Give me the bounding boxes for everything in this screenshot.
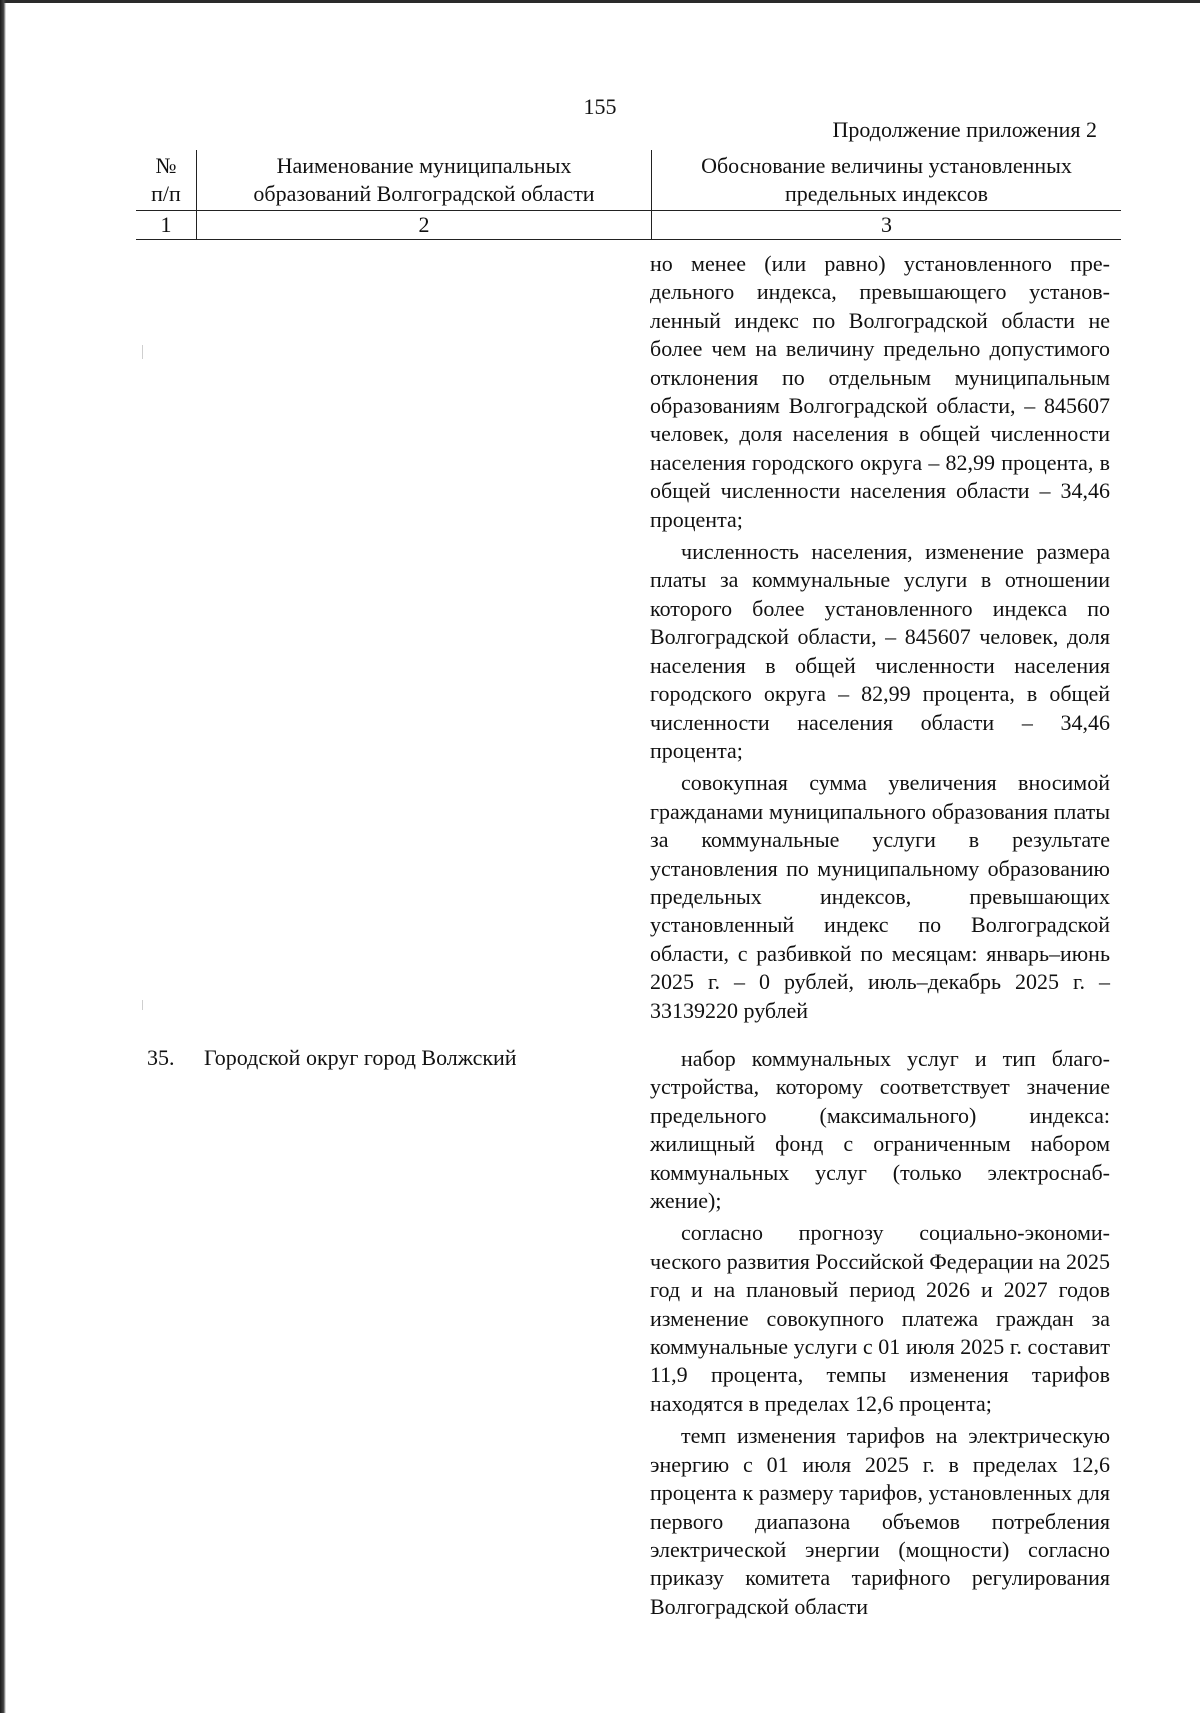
scan-margin-mark (142, 345, 143, 359)
scan-left-edge (0, 0, 6, 1713)
entry-paragraph-1: набор коммунальных услуг и тип благоустройства, которому соответствует значение предельного (максимального) индекса: жилищный фонд с ограниченным набором коммунальных услуг (только электроснабжение); (650, 1046, 1110, 1214)
column-number-1: 1 (136, 211, 197, 240)
header-col-number (136, 150, 197, 211)
entry-municipality-name: Городской округ город Волжский (204, 1045, 517, 1070)
header-col-justification-line2: предельных индексов (784, 181, 989, 206)
continuation-caption: Продолжение приложения 2 (832, 117, 1097, 142)
header-col-number-line1: № (155, 153, 177, 178)
entry-paragraph-3: темп изменения тарифов на электрическую энергию с 01 июля 2025 г. в пределах 12,6 процента к размеру тарифов, установленных для первого диапазона объемов потребления электрической энергии (мощности) согласно приказу комитета тарифного регулирования Волгоградской области (650, 1423, 1110, 1619)
entry-number: 35. (147, 1045, 175, 1070)
table-header (136, 150, 1121, 240)
column-number-3: 3 (652, 211, 1122, 240)
continued-justification (650, 250, 1110, 1025)
continued-paragraph-3: совокупная сумма увеличения вносимой гражданами муниципального образования платы за коммунальные услуги в результате установления по муниципальному образованию предельных индексов, превышающих установленный индекс по Волгоградской области, с разбивкой по месяцам: январь–июнь 2025 г. – 0 рублей, июль–декабрь 2025 г. – 33139220 рублей (650, 770, 1110, 1023)
header-col-name (197, 150, 652, 211)
column-number-2: 2 (197, 211, 652, 240)
scan-margin-mark (142, 1000, 143, 1010)
scan-top-edge (0, 0, 1200, 3)
header-col-number-line2: п/п (151, 181, 181, 206)
header-col-name-line1: Наименование муниципальных (276, 153, 572, 178)
entry-justification (650, 1045, 1110, 1621)
entry-paragraph-2: согласно прогнозу социально-экономического развития Российской Федерации на 2025 год и на плановый период 2026 и 2027 годов изменение совокупного платежа граждан за коммунальные услуги с 01 июля 2025 г. составит 11,9 процента, темпы изменения тарифов находятся в пределах 12,6 процента; (650, 1220, 1110, 1416)
continued-paragraph-2: численность населения, изменение размера платы за коммунальные услуги в отношении которого более установленного индекса по Волгоградской области, – 845607 человек, доля населения в общей численности населения городского округа – 82,99 процента, в общей численности населения области – 34,46 процента; (650, 539, 1110, 763)
header-col-name-line2: образований Волгоградской области (253, 181, 595, 206)
page-number: 155 (583, 94, 617, 119)
header-col-justification-line1: Обоснование величины установленных (701, 153, 1072, 178)
header-col-justification (652, 150, 1122, 211)
continued-paragraph-1: но менее (или равно) установленного предельного индекса, превышающего установленный индекс по Волгоградской области не более чем на величину предельно допустимого отклонения по отдельным муниципальным образованиям Волгоградской области, – 845607 человек, доля населения в общей численности населения городского округа – 82,99 процента, в общей численности населения области – 34,46 процента; (650, 251, 1110, 532)
